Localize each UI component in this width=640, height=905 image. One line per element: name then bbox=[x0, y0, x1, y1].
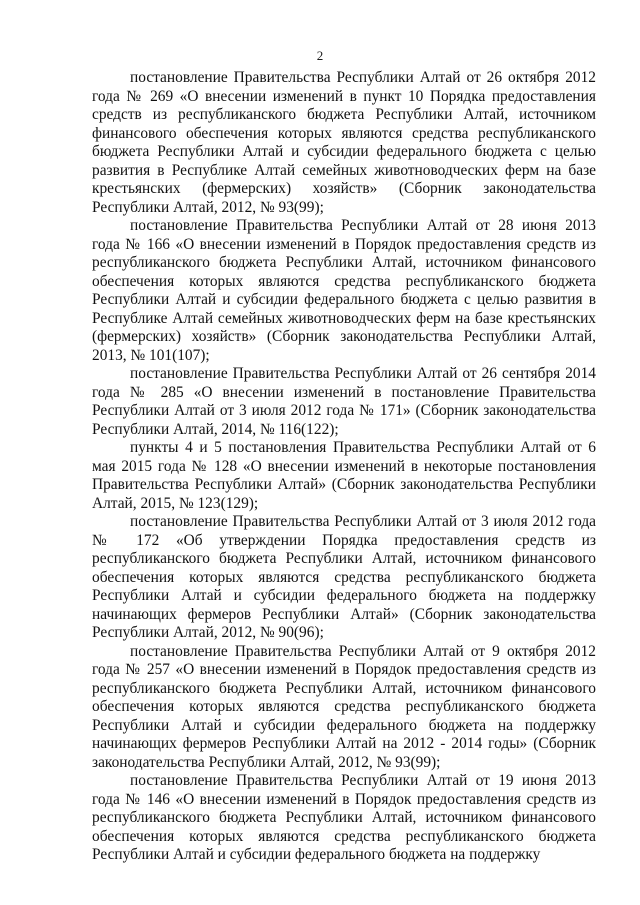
paragraph-resolution-172: постановление Правительства Республики Алтай от 3 июля 2012 года № 172 «Об утверждении Порядка предоставления средств из республиканского бюджета Республики Алтай, источником финансового обеспечения которых являются средства республиканского бюджета Республики Алтай и субсидии федерального бюджета на поддержку начинающих фермеров Республики Алтай» (Сборник законодательства Республики Алтай, 2012, № 90(96); bbox=[92, 513, 596, 641]
paragraph-resolution-269: постановление Правительства Республики Алтай от 26 октября 2012 года № 269 «О внесении изменений в пункт 10 Порядка предоставления средств из республиканского бюджета Республики Алтай, источником финансового обеспечения которых являются средства республиканского бюджета Республики Алтай и субсидии федерального бюджета с целью развития в Республике Алтай семейных животноводческих ферм на базе крестьянских (фермерских) хозяйств» (Сборник законодательства Республики Алтай, 2012, № 93(99); bbox=[92, 69, 596, 216]
paragraph-resolution-285: постановление Правительства Республики Алтай от 26 сентября 2014 года № 285 «О внесении изменений в постановление Правительства Республики Алтай от 3 июля 2012 года № 171» (Сборник законодательства Республики Алтай, 2014, № 116(122); bbox=[92, 365, 596, 438]
paragraph-resolution-257: постановление Правительства Республики Алтай от 9 октября 2012 года № 257 «О внесении изменений в Порядок предоставления средств из республиканского бюджета Республики Алтай, источником финансового обеспечения которых являются средства республиканского бюджета Республики Алтай и субсидии федерального бюджета на поддержку начинающих фермеров Республики Алтай на 2012 - 2014 годы» (Сборник законодательства Республики Алтай, 2012, № 93(99); bbox=[92, 642, 596, 771]
paragraph-resolution-128: пункты 4 и 5 постановления Правительства Республики Алтай от 6 мая 2015 года № 128 «О внесении изменений в некоторые постановления Правительства Республики Алтай» (Сборник законодательства Республики Алтай, 2015, № 123(129); bbox=[92, 439, 596, 512]
document-body bbox=[92, 69, 596, 865]
paragraph-resolution-166: постановление Правительства Республики Алтай от 28 июня 2013 года № 166 «О внесении изменений в Порядок предоставления средств из республиканского бюджета Республики Алтай, источником финансового обеспечения которых являются средства республиканского бюджета Республики Алтай и субсидии федерального бюджета с целью развития в Республике Алтай семейных животноводческих ферм на базе крестьянских (фермерских) хозяйств» (Сборник законодательства Республики Алтай, 2013, № 101(107); bbox=[92, 217, 596, 364]
page-number: 2 bbox=[316, 48, 324, 63]
paragraph-resolution-146: постановление Правительства Республики Алтай от 19 июня 2013 года № 146 «О внесении изменений в Порядок предоставления средств из республиканского бюджета Республики Алтай, источником финансового обеспечения которых являются средства республиканского бюджета Республики Алтай и субсидии федерального бюджета на поддержку bbox=[92, 772, 596, 863]
